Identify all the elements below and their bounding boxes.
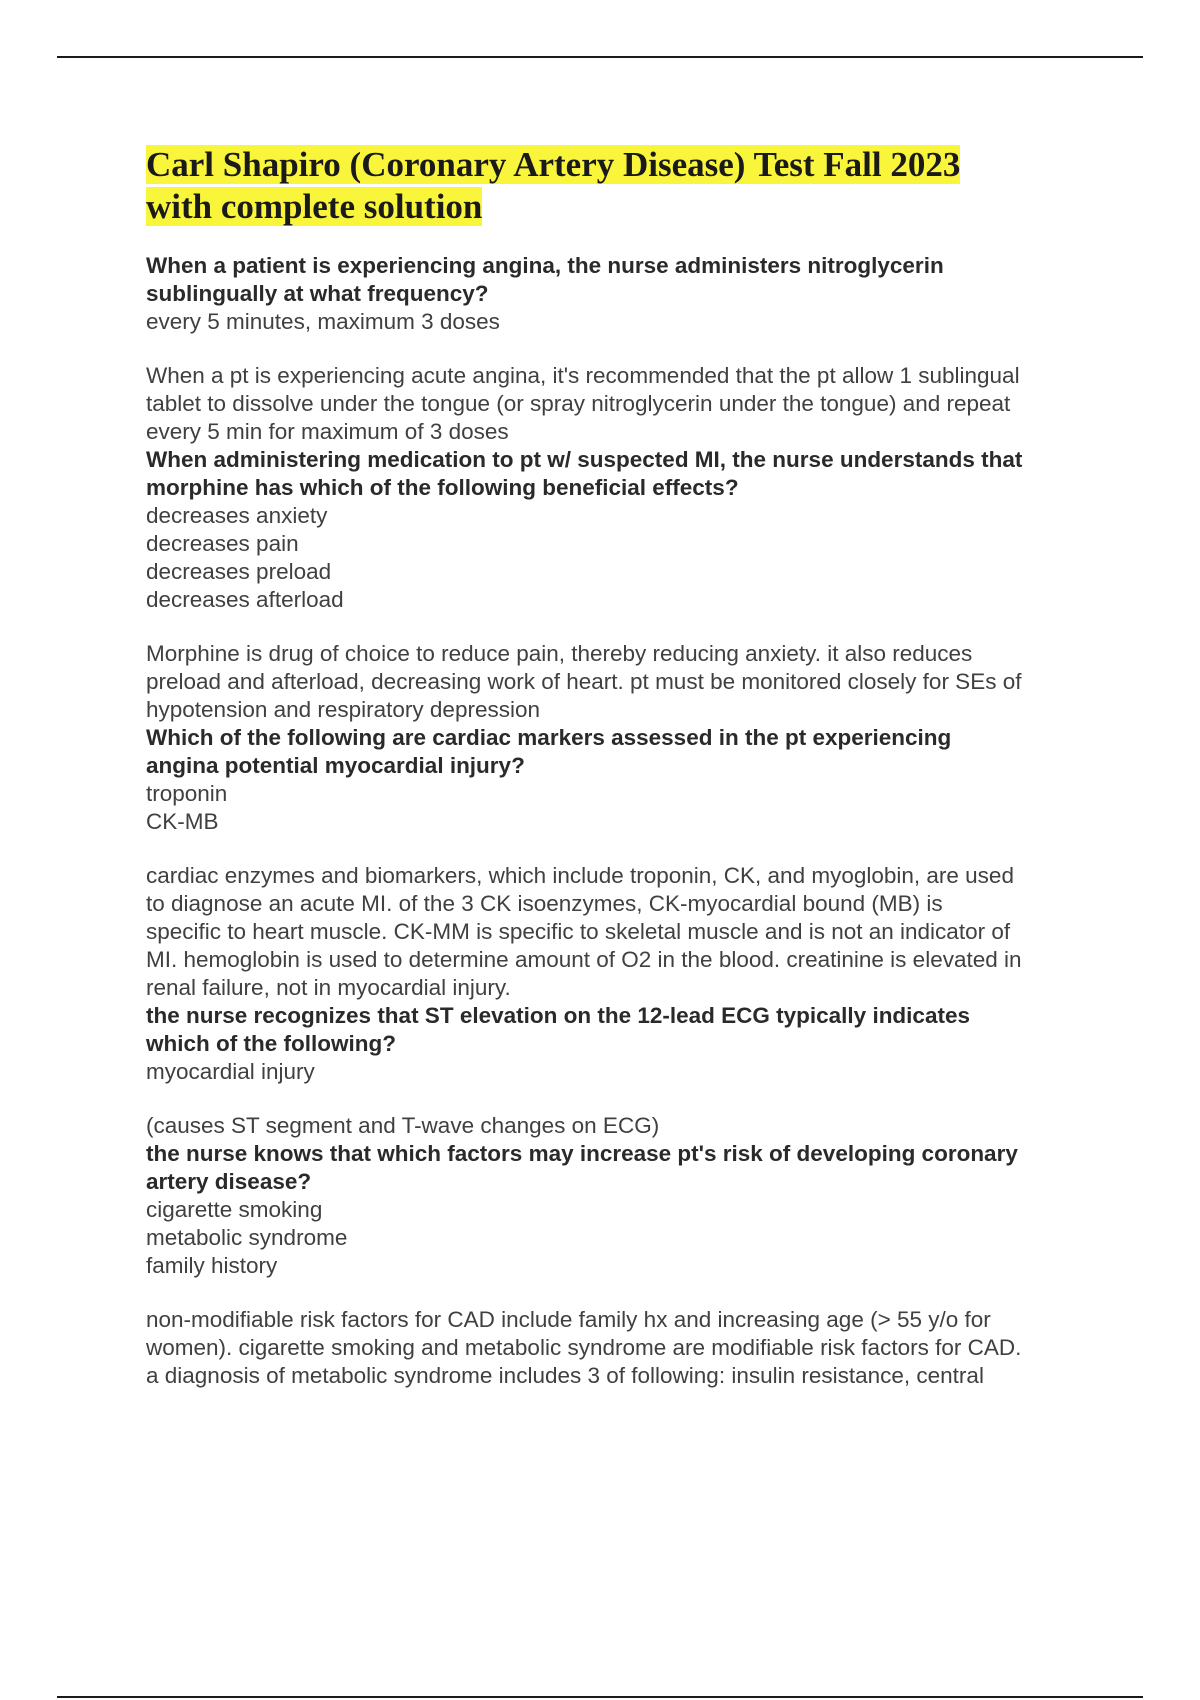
question bbox=[146, 724, 1106, 780]
question bbox=[146, 446, 1106, 502]
question-line: When administering medication to pt w/ suspected MI, the nurse understands that bbox=[146, 447, 1023, 472]
answer-line: decreases anxiety bbox=[146, 503, 328, 528]
rationale-line: cardiac enzymes and biomarkers, which include troponin, CK, and myoglobin, are used bbox=[146, 863, 1014, 888]
rationale-line: tablet to dissolve under the tongue (or spray nitroglycerin under the tongue) and repeat bbox=[146, 391, 1011, 416]
document-body bbox=[146, 144, 1106, 1390]
top-rule bbox=[57, 56, 1143, 58]
question bbox=[146, 1140, 1106, 1196]
question-line: artery disease? bbox=[146, 1169, 312, 1194]
bottom-rule bbox=[57, 1696, 1143, 1698]
answer-line: CK-MB bbox=[146, 809, 219, 834]
rationale-line: women). cigarette smoking and metabolic syndrome are modifiable risk factors for CAD. bbox=[146, 1335, 1022, 1360]
rationale-line: every 5 min for maximum of 3 doses bbox=[146, 419, 509, 444]
title-line-2: with complete solution bbox=[146, 187, 483, 226]
rationale bbox=[146, 640, 1106, 724]
rationale-line: When a pt is experiencing acute angina, it's recommended that the pt allow 1 sublingual bbox=[146, 363, 1020, 388]
rationale-line: preload and afterload, decreasing work of heart. pt must be monitored closely for SEs of bbox=[146, 669, 1022, 694]
answer-line: myocardial injury bbox=[146, 1059, 315, 1084]
answer-line: family history bbox=[146, 1253, 278, 1278]
question-line: the nurse recognizes that ST elevation on the 12-lead ECG typically indicates bbox=[146, 1003, 970, 1028]
rationale bbox=[146, 1306, 1106, 1390]
question-line: angina potential myocardial injury? bbox=[146, 753, 525, 778]
rationale-line: a diagnosis of metabolic syndrome includes 3 of following: insulin resistance, central bbox=[146, 1363, 984, 1388]
question bbox=[146, 1002, 1106, 1058]
rationale bbox=[146, 1112, 1106, 1140]
answer-line: cigarette smoking bbox=[146, 1197, 323, 1222]
page-title bbox=[146, 144, 1106, 228]
qa-item bbox=[146, 1002, 1106, 1140]
rationale-line: MI. hemoglobin is used to determine amount of O2 in the blood. creatinine is elevated in bbox=[146, 947, 1022, 972]
answer-line: decreases preload bbox=[146, 559, 332, 584]
rationale-line: non-modifiable risk factors for CAD include family hx and increasing age (> 55 y/o for bbox=[146, 1307, 991, 1332]
rationale-line: specific to heart muscle. CK-MM is specific to skeletal muscle and is not an indicator of bbox=[146, 919, 1011, 944]
rationale bbox=[146, 362, 1106, 446]
qa-item bbox=[146, 1140, 1106, 1390]
question-line: Which of the following are cardiac markers assessed in the pt experiencing bbox=[146, 725, 952, 750]
question-line: sublingually at what frequency? bbox=[146, 281, 489, 306]
title-line-1: Carl Shapiro (Coronary Artery Disease) Test Fall 2023 bbox=[146, 145, 961, 184]
question-line: which of the following? bbox=[146, 1031, 396, 1056]
rationale-line: Morphine is drug of choice to reduce pain, thereby reducing anxiety. it also reduces bbox=[146, 641, 973, 666]
answer-line: decreases pain bbox=[146, 531, 299, 556]
rationale bbox=[146, 862, 1106, 1002]
rationale-line: hypotension and respiratory depression bbox=[146, 697, 540, 722]
answer-line: every 5 minutes, maximum 3 doses bbox=[146, 309, 500, 334]
qa-item bbox=[146, 446, 1106, 724]
answer-line: troponin bbox=[146, 781, 228, 806]
qa-item bbox=[146, 724, 1106, 1002]
rationale-line: to diagnose an acute MI. of the 3 CK isoenzymes, CK-myocardial bound (MB) is bbox=[146, 891, 943, 916]
rationale-line: (causes ST segment and T-wave changes on ECG) bbox=[146, 1113, 660, 1138]
answer-line: decreases afterload bbox=[146, 587, 344, 612]
answer-line: metabolic syndrome bbox=[146, 1225, 348, 1250]
question-line: morphine has which of the following beneficial effects? bbox=[146, 475, 739, 500]
qa-item bbox=[146, 252, 1106, 446]
question bbox=[146, 252, 1106, 308]
question-line: When a patient is experiencing angina, the nurse administers nitroglycerin bbox=[146, 253, 944, 278]
question-line: the nurse knows that which factors may increase pt's risk of developing coronary bbox=[146, 1141, 1018, 1166]
rationale-line: renal failure, not in myocardial injury. bbox=[146, 975, 511, 1000]
